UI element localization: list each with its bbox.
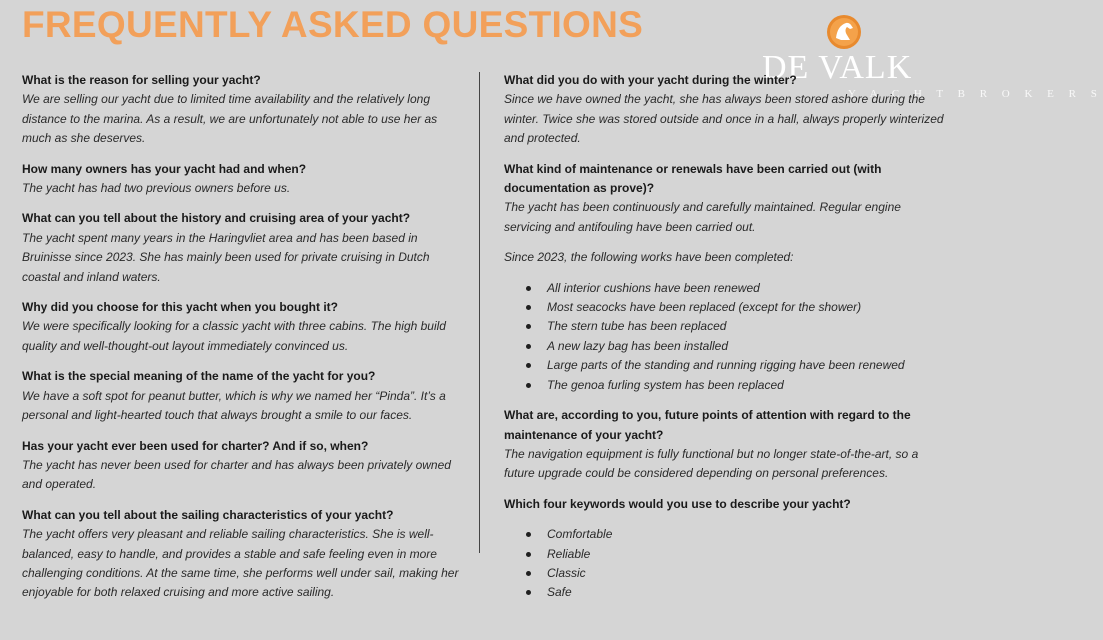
faq-item — [504, 71, 944, 149]
faq-answer: The yacht offers very pleasant and reliable sailing characteristics. She is well-balanced, easy to handle, and provides a stable and safe feeling even in more challenging conditions. At the same time, she performs well under sail, making her enjoyable for both relaxed cruising and more active sailing. — [22, 527, 459, 600]
faq-item — [22, 71, 467, 149]
list-item — [526, 545, 944, 564]
bullet-icon — [526, 532, 531, 537]
faq-item — [22, 367, 467, 425]
list-item-text: Safe — [547, 585, 572, 600]
list-item — [526, 317, 944, 336]
logo-subtitle: Y A C H T B R O K E R S — [848, 88, 1103, 100]
works-list — [504, 279, 944, 395]
faq-answer: The yacht has never been used for charter and has always been privately owned and operated. — [22, 457, 451, 492]
list-item-text: Classic — [547, 565, 586, 580]
list-item-text: A new lazy bag has been installed — [547, 338, 729, 353]
faq-question: Which four keywords would you use to describe your yacht? — [504, 496, 851, 511]
faq-answer: Since we have owned the yacht, she has always been stored ashore during the winter. Twice she was stored outside and once in a hall, always properly winterized and protected. — [504, 92, 944, 146]
keywords-list — [504, 525, 944, 603]
faq-question: Has your yacht ever been used for charter? And if so, when? — [22, 438, 369, 453]
faq-item — [22, 298, 467, 356]
list-item — [526, 298, 944, 317]
bullet-icon — [526, 571, 531, 576]
list-item — [526, 525, 944, 544]
list-item-text: The stern tube has been replaced — [547, 319, 727, 334]
faq-question: What are, according to you, future points of attention with regard to the maintenance of your yacht? — [504, 408, 911, 442]
list-item-text: The genoa furling system has been replaced — [547, 377, 784, 392]
list-item-text: Most seacocks have been replaced (except for the shower) — [547, 300, 862, 315]
list-item — [526, 376, 944, 395]
bullet-icon — [526, 305, 531, 310]
left-column — [22, 71, 467, 614]
list-item — [526, 356, 944, 375]
list-item — [526, 279, 944, 298]
faq-answer: We are selling our yacht due to limited time availability and the relatively long distance to the marina. As a result, we are unfortunately not able to use her as much as she deserves. — [22, 92, 438, 146]
faq-answer: The navigation equipment is fully functional but no longer state-of-the-art, so a future upgrade could be considered depending on personal preferences. — [504, 446, 919, 481]
faq-answer: We were specifically looking for a classic yacht with three cabins. The high build quality and well-thought-out layout immediately convinced us. — [22, 319, 446, 353]
list-item-text: Large parts of the standing and running rigging have been renewed — [547, 358, 905, 373]
faq-question: What can you tell about the history and cruising area of your yacht? — [22, 211, 411, 226]
faq-question: What kind of maintenance or renewals have been carried out (with documentation as prove)? — [504, 161, 882, 196]
list-item-text: All interior cushions have been renewed — [547, 280, 760, 295]
faq-question: What is the special meaning of the name of the yacht for you? — [22, 369, 376, 384]
column-divider — [479, 72, 480, 553]
faq-answer: The yacht has been continuously and carefully maintained. Regular engine servicing and antifouling have been carried out. — [504, 200, 901, 234]
faq-question: What can you tell about the sailing characteristics of your yacht? — [22, 507, 394, 522]
faq-answer: The yacht spent many years in the Haringvliet area and has been based in Bruinisse since 2023. She has mainly been used for private cruising in Dutch coastal and inland waters. — [22, 230, 430, 284]
faq-item — [22, 160, 467, 199]
faq-question: How many owners has your yacht had and when? — [22, 161, 307, 176]
bullet-icon — [526, 344, 531, 349]
bullet-icon — [526, 363, 531, 368]
horse-head-icon — [826, 14, 862, 50]
works-intro: Since 2023, the following works have been completed: — [504, 250, 794, 265]
list-item — [526, 337, 944, 356]
faq-item — [504, 495, 944, 514]
list-item — [526, 564, 944, 583]
page-title: FREQUENTLY ASKED QUESTIONS — [22, 4, 644, 45]
faq-item — [504, 160, 944, 238]
bullet-icon — [526, 286, 531, 291]
faq-item — [22, 437, 467, 495]
bullet-icon — [526, 383, 531, 388]
list-item-text: Comfortable — [547, 527, 613, 542]
faq-question: Why did you choose for this yacht when you bought it? — [22, 300, 338, 315]
bullet-icon — [526, 590, 531, 595]
faq-item — [22, 209, 467, 287]
logo-wordmark: DE VALK — [762, 49, 913, 86]
list-item — [526, 583, 944, 602]
bullet-icon — [526, 552, 531, 557]
right-column — [504, 71, 944, 614]
faq-answer: We have a soft spot for peanut butter, which is why we named her “Pinda”. It’s a personal and light-hearted touch that always brought a smile to our faces. — [22, 388, 446, 423]
bullet-icon — [526, 324, 531, 329]
faq-question: What did you do with your yacht during the winter? — [504, 73, 797, 87]
faq-item — [22, 506, 467, 603]
faq-item — [504, 406, 944, 484]
list-item-text: Reliable — [547, 546, 591, 561]
faq-question: What is the reason for selling your yacht? — [22, 73, 261, 87]
faq-answer: The yacht has had two previous owners before us. — [22, 181, 291, 196]
